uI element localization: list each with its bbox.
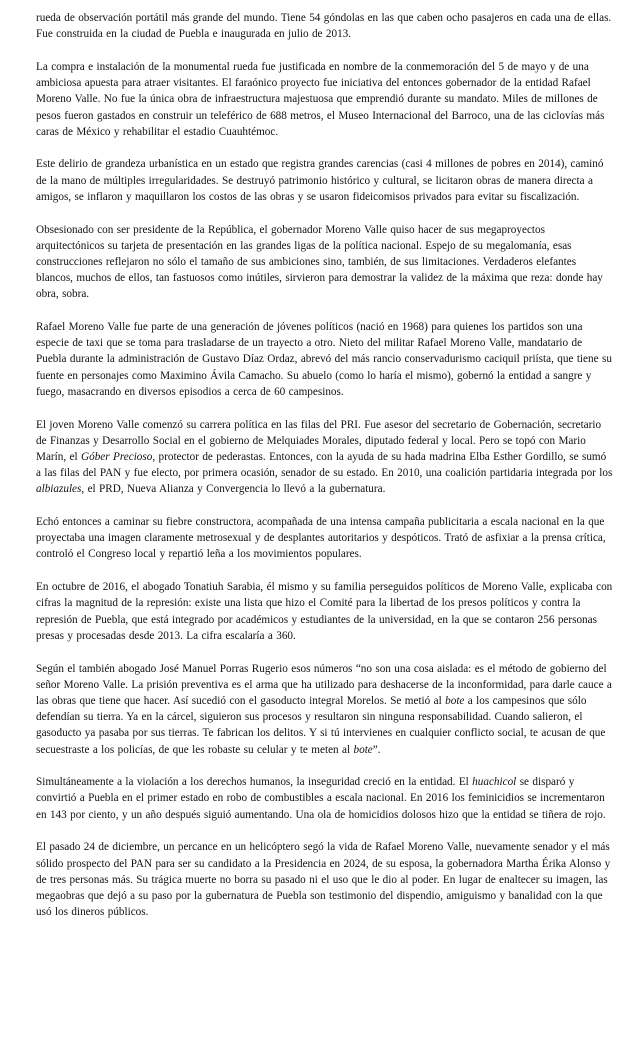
italic-text-run: huachicol	[472, 776, 517, 789]
italic-text-run: bote	[445, 694, 465, 707]
text-run: Rafael Moreno Valle fue parte de una generación de jóvenes políticos (nació en 1968) para quienes los partidos son una especie de taxi que se toma para trasladarse de un trayecto a otro. Nieto del militar Rafael Moreno Valle, mandatario de Puebla durante la administración de Gustavo Díaz Ordaz, abrevó del más rancio conservadurismo caciquil priísta, que tiene su fuente en personajes como Maximino Ávila Camacho. Su abuelo (como lo haría el mismo), gobernó la entidad a sangre y fuego, masacrando en diversos episodios a cerca de 60 campesinos.	[36, 321, 612, 398]
text-run: El joven Moreno Valle comenzó su carrera política en las filas del PRI. Fue asesor del secretario de Gobernación, secretario de Finanzas y Desarrollo Social en el gobierno de Melquiades Morales, diputado federal y local. Pero se topó con Mario Marín, el	[36, 418, 602, 463]
text-run: ”.	[372, 743, 381, 756]
paragraph-8	[36, 579, 614, 644]
italic-text-run: albiazules	[36, 483, 82, 496]
text-run: se disparó y convirtió a Puebla en el primer estado en robo de combustibles a escala nacional. En 2016 los feminicidios se incrementaron en 143 por ciento, y un año después siguió aumentando. Una ola de homicidios dolosos hizo que la entidad se tiñera de rojo.	[36, 776, 606, 821]
text-run: Este delirio de grandeza urbanística en un estado que registra grandes carencias (casi 4 millones de pobres en 2014), caminó de la mano de múltiples irregularidades. Se destruyó patrimonio histórico y cultural, se licitaron obras de manera directa a amigos, se inflaron y maquillaron los costos de las obras y se usaron fideicomisos privados para evitar su fiscalización.	[36, 158, 604, 203]
document-body	[36, 10, 614, 920]
text-run: El pasado 24 de diciembre, un percance en un helicóptero segó la vida de Rafael Moreno Valle, nuevamente senador y el más sólido prospecto del PAN para ser su candidato a la Presidencia en 2024, de su esposa, la gobernadora Martha Érika Alonso y de tres personas más. Su trágica muerte no borra su pasado ni el uso que le dio al poder. En lugar de enaltecer su imagen, las megaobras que dejó a su paso por la gubernatura de Puebla son testimonio del dispendio, amiguismo y banalidad con la que usó los dineros públicos.	[36, 841, 611, 919]
text-run: Obsesionado con ser presidente de la República, el gobernador Moreno Valle quiso hacer de sus megaproyectos arquitectónicos su tarjeta de presentación en las grandes ligas de la política nacional. Espejo de su megalomanía, esas construcciones reflejaron no sólo el tamaño de sus ambiciones sino, también, de sus limitaciones. Verdaderos elefantes blancos, muchos de ellos, tan fastuosos como inútiles, sirvieron para demostrar la validez de la máxima que reza: donde hay obra, sobra.	[36, 223, 603, 301]
text-run: , protector de pederastas. Entonces, con la ayuda de su hada madrina Elba Esther Gordillo, se sumó a las filas del PAN y fue electo, por primera ocasión, senador de su estado. En 2010, una coalición partidaria integrada por los	[36, 450, 613, 480]
paragraph-10	[36, 774, 614, 823]
paragraph-7	[36, 514, 614, 563]
paragraph-11	[36, 839, 614, 920]
text-run: a los campesinos que sólo defendían su tierra. Ya en la cárcel, siguieron sus procesos y resultaron sin ninguna responsabilidad. Cuando salieron, el gasoducto ya pasaba por sus tierras. Te fabrican los delitos. Y si tú intervienes en cualquier conflicto social, te acusan de que secuestraste a los policías, de que les robaste su celular y te meten al	[36, 694, 606, 756]
paragraph-4	[36, 222, 614, 303]
paragraph-5	[36, 319, 614, 400]
paragraph-9	[36, 661, 614, 758]
italic-text-run: bote	[353, 743, 373, 756]
paragraph-2	[36, 59, 614, 140]
text-run: Según el también abogado José Manuel Porras Rugerio esos números “no son una cosa aislada: es el método de gobierno del señor Moreno Valle. La prisión preventiva es el arma que ha utilizado para deshacerse de la inconformidad, para darle cauce a las obras que tiene que hacer. Así sucedió con el gasoducto integral Morelos. Se metió al	[36, 662, 612, 707]
text-run: Echó entonces a caminar su fiebre constructora, acompañada de una intensa campaña publicitaria a escala nacional en la que proyectaba una imagen claramente metrosexual y de desplantes autoritarios y despóticos. Trató de asfixiar a la prensa crítica, controló el Congreso local y repartió leña a los movimientos populares.	[36, 516, 606, 561]
paragraph-6	[36, 417, 614, 498]
text-run: rueda de observación portátil más grande del mundo. Tiene 54 góndolas en las que caben ocho pasajeros en cada una de ellas. Fue construida en la ciudad de Puebla e inaugurada en julio de 2013.	[36, 12, 612, 41]
text-run: En octubre de 2016, el abogado Tonatiuh Sarabia, él mismo y su familia perseguidos políticos de Moreno Valle, explicaba con cifras la magnitud de la represión: existe una lista que hizo el Comité para la libertad de los presos políticos y contra la represión de Puebla, que está integrado por académicos y estudiantes de la universidad, en la que se contaron 256 personas presas y procesadas desde 2013. La cifra escalaría a 360.	[36, 581, 613, 642]
paragraph-1	[36, 10, 614, 42]
text-run: La compra e instalación de la monumental rueda fue justificada en nombre de la conmemoración del 5 de mayo y de una ambiciosa apuesta para atraer visitantes. El faraónico proyecto fue iniciativa del entonces gobernador de la entidad Rafael Moreno Valle. No fue la única obra de infraestructura majestuosa que emprendió durante su mandato. Miles de millones de pesos fueron gastados en construir un teleférico de 688 metros, el Museo Internacional del Barroco, una de las ciclovías más caras de México y rehabilitar el estadio Cuauhtémoc.	[36, 60, 605, 138]
italic-text-run: Góber Precioso	[81, 450, 153, 463]
text-run: Simultáneamente a la violación a los derechos humanos, la inseguridad creció en la entidad. El	[36, 776, 473, 789]
paragraph-3	[36, 156, 614, 205]
text-run: , el PRD, Nueva Alianza y Convergencia lo llevó a la gubernatura.	[81, 483, 386, 496]
